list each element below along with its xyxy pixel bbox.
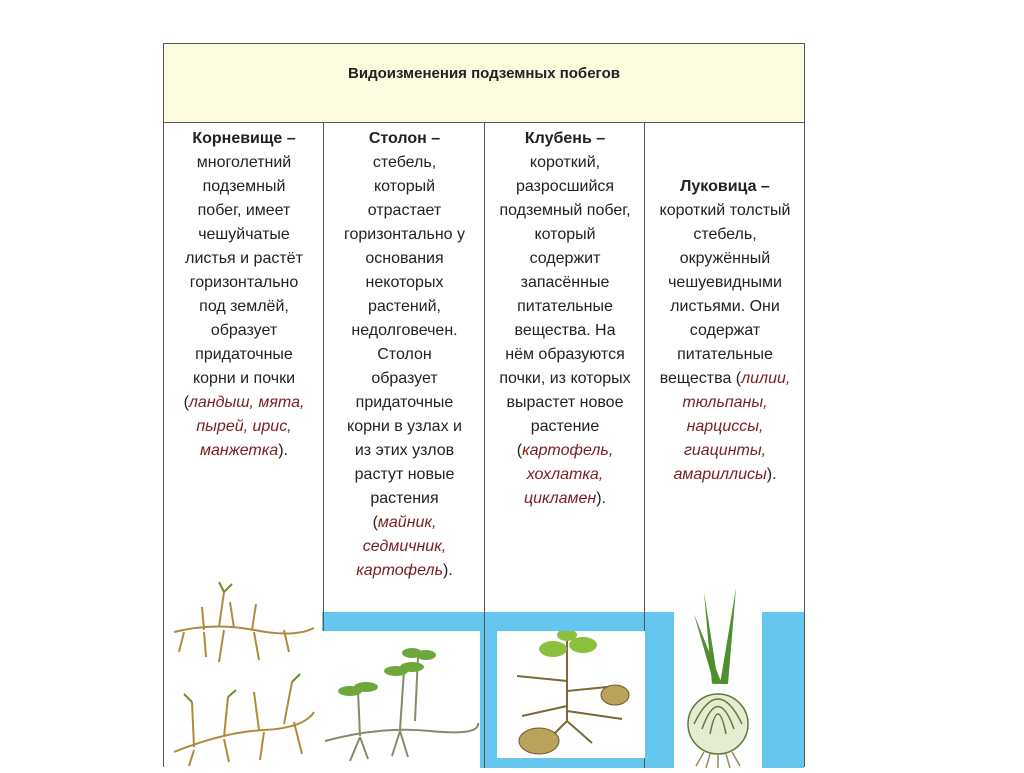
column-stolon (324, 123, 485, 612)
bulb-illustration (674, 584, 762, 768)
tuber-term: Клубень – (524, 130, 606, 147)
column-tuber (485, 123, 645, 612)
stolon-term: Столон – (368, 130, 441, 147)
tuber-examples: картофель, хохлатка, цикламен (522, 442, 614, 507)
tuber-plant-icon (497, 631, 645, 758)
tuber-illustration (497, 631, 645, 758)
bulb-term: Луковица – (680, 178, 770, 195)
column-bulb (645, 123, 805, 612)
stolon-illustration (320, 631, 480, 768)
rhizome-description: многолетний подземный побег, имеет чешуйчатые листья и растёт горизонтально под землёй, образует придаточные корни и почки (ландыш, мята, пырей, ирис, манжетка). (183, 154, 305, 459)
rhizome-illustration (164, 582, 322, 768)
table-title: Видоизменения подземных побегов (348, 65, 620, 82)
column-rhizome (164, 123, 324, 612)
rhizome-plant-icon (164, 582, 322, 768)
modifications-table (163, 43, 805, 767)
stolon-description: стебель, который отрастает горизонтально у основания некоторых растений, недолговечен. Столон образует придаточные корни в узлах и из этих узлов растут новые растения (майник, седмичник, картофель). (343, 154, 465, 579)
divider (484, 612, 485, 768)
bulb-description: короткий толстый стебель, окружённый чешуевидными листьями. Они содержат питательные вещества (лилии, тюльпаны, нарциссы, гиацинты, амариллисы). (659, 202, 791, 483)
bulb-plant-icon (674, 584, 762, 768)
stolon-examples: майник, седмичник, картофель (356, 514, 447, 579)
bulb-examples: лилии, тюльпаны, нарциссы, гиацинты, амариллисы (673, 370, 791, 483)
rhizome-examples: ландыш, мята, пырей, ирис, манжетка (188, 394, 305, 459)
rhizome-term: Корневище – (192, 130, 296, 147)
tuber-description: короткий, разросшийся подземный побег, который содержит запасённые питательные вещества. На нём образуются почки, из которых вырастет новое растение (картофель, хохлатка, цикламен). (499, 154, 631, 507)
table-header (164, 44, 804, 123)
stolon-plant-icon (320, 631, 480, 768)
